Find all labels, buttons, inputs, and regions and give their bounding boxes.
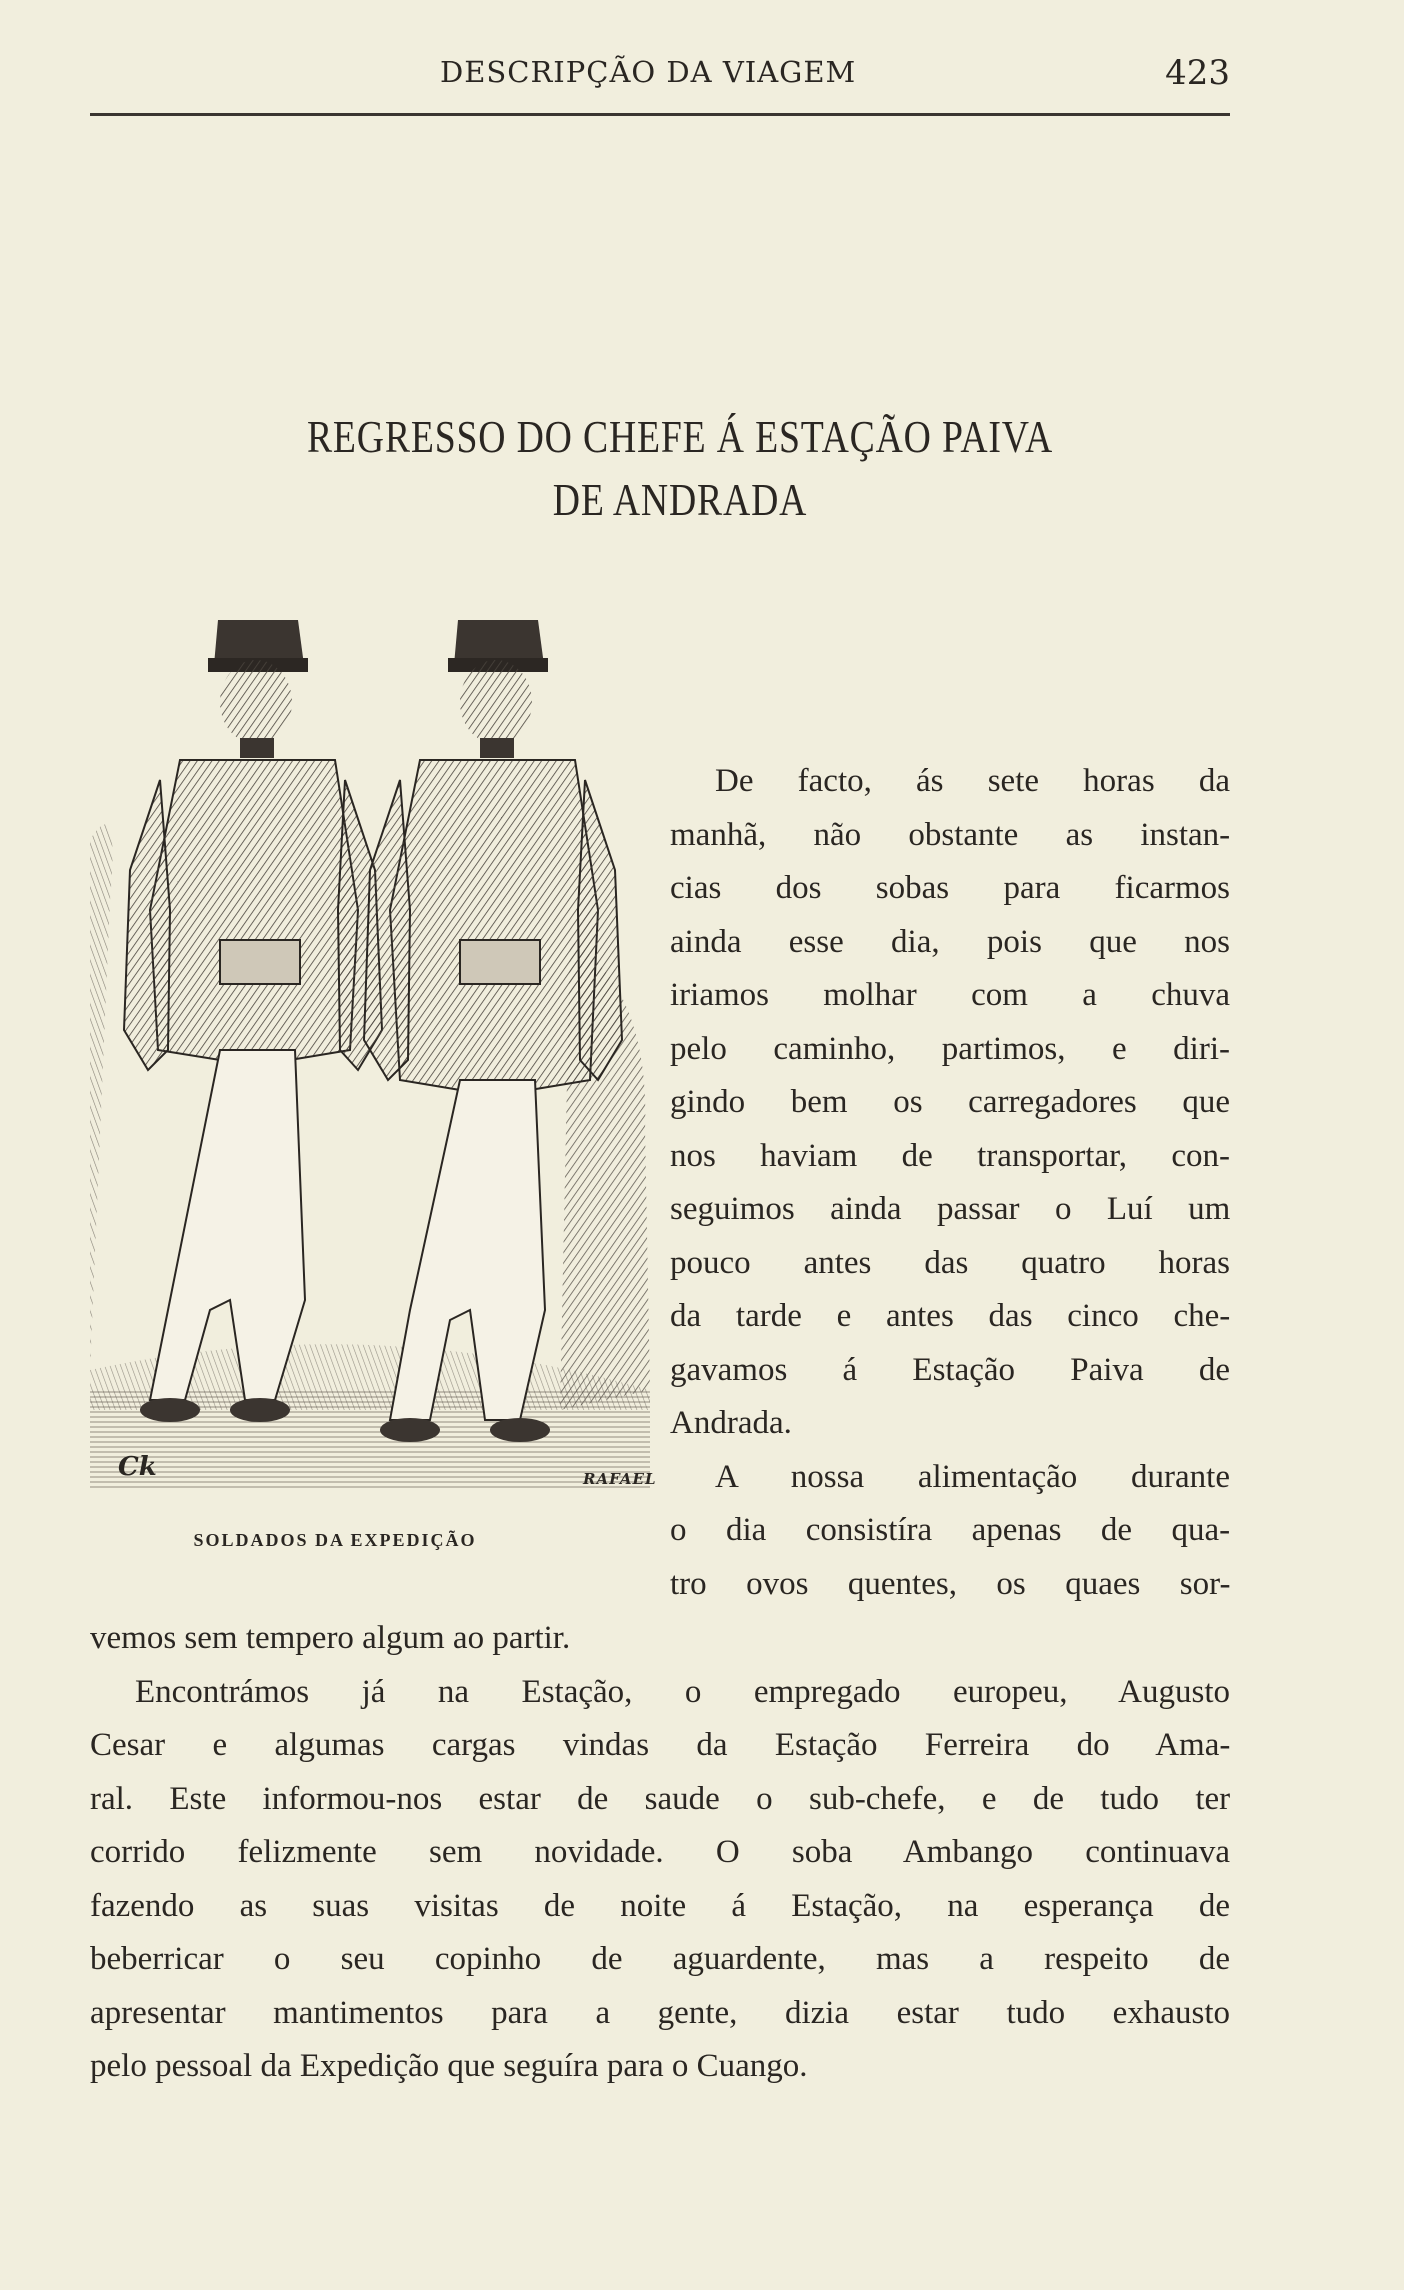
text-line: corrido felizmente sem novidade. O soba Ambango continuava (90, 1834, 1230, 1870)
soldiers-engraving (90, 610, 660, 1490)
text-line: cias dos sobas para ficarmos (670, 870, 1230, 906)
text-line: iriamos molhar com a chuva (670, 977, 1230, 1013)
chapter-title (245, 405, 1114, 531)
soldier-left (124, 620, 382, 1422)
text-line: Encontrámos já na Estação, o empregado europeu, Augusto (135, 1673, 1230, 1710)
text-line: Andrada. (670, 1405, 792, 1441)
engraving-illustration (90, 610, 660, 1490)
text-line: gindo bem os carregadores que (670, 1084, 1230, 1120)
engraver-signature-right: RAFAEL (583, 1470, 657, 1488)
text-line: pouco antes das quatro horas (670, 1244, 1230, 1281)
text-line: ainda esse dia, pois que nos (670, 923, 1230, 960)
text-line: tro ovos quentes, os quaes sor- (670, 1565, 1231, 1602)
text-line: gavamos á Estação Paiva de (670, 1351, 1230, 1388)
text-line: fazendo as suas visitas de noite á Estação, na esperança de (90, 1887, 1230, 1924)
full-width-paragraphs (90, 1612, 1230, 2094)
text-line: beberricar o seu copinho de aguardente, mas a respeito de (90, 1941, 1230, 1977)
side-paragraph-column (670, 755, 1230, 1611)
engraver-signature-left: Ck (118, 1452, 157, 1482)
text-line: Cesar e algumas cargas vindas da Estação Ferreira do Ama- (90, 1727, 1231, 1763)
header-rule (90, 113, 1230, 116)
text-line: apresentar mantimentos para a gente, dizia estar tudo exhausto (90, 1994, 1230, 2031)
text-line: pelo caminho, partimos, e diri- (670, 1030, 1230, 1067)
page-number: 423 (1165, 53, 1230, 93)
text-line: pelo pessoal da Expedição que seguíra para o Cuango. (90, 2048, 808, 2084)
text-line: ral. Este informou-nos estar de saude o sub-chefe, e de tudo ter (90, 1780, 1231, 1817)
running-title: DESCRIPÇÃO DA VIAGEM (440, 55, 857, 89)
figure-caption: SOLDADOS DA EXPEDIÇÃO (193, 1530, 477, 1550)
text-line: vemos sem tempero algum ao partir. (90, 1620, 571, 1656)
text-line: da tarde e antes das cinco che- (670, 1298, 1231, 1334)
text-line: o dia consistíra apenas de qua- (670, 1512, 1231, 1548)
text-line: manhã, não obstante as instan- (670, 816, 1231, 853)
text-line: seguimos ainda passar o Luí um (670, 1191, 1231, 1227)
text-line: nos haviam de transportar, con- (670, 1137, 1230, 1174)
chapter-title-line-1: REGRESSO DO CHEFE Á ESTAÇÃO PAIVA (306, 411, 1054, 462)
page-header (90, 55, 1230, 105)
chapter-title-line-2: DE ANDRADA (552, 474, 808, 525)
text-line: A nossa alimentação durante (715, 1458, 1230, 1495)
text-line: De facto, ás sete horas da (715, 763, 1230, 799)
